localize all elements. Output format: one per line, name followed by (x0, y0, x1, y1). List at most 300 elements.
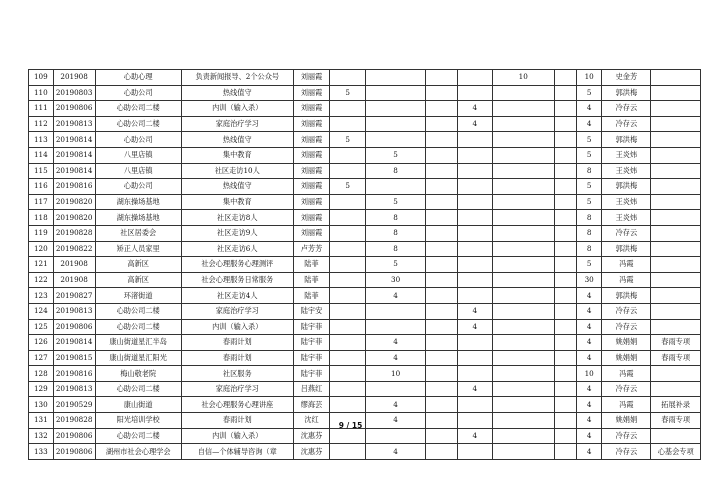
table-cell: 20190827 (53, 288, 95, 304)
table-cell (492, 147, 554, 163)
table-cell: 4 (576, 413, 601, 429)
table-cell: 5 (576, 194, 601, 210)
table-cell: 4 (457, 381, 492, 397)
table-row (29, 210, 701, 226)
table-cell: 20190815 (53, 350, 95, 366)
table-row (29, 288, 701, 304)
table-cell: 心助公司二楼 (95, 381, 181, 397)
table-cell: 康山街道 (95, 397, 181, 413)
table-cell (457, 335, 492, 351)
table-cell (554, 163, 576, 179)
table-cell: 春雨计划 (181, 335, 293, 351)
table-cell: 冯霞 (602, 257, 651, 273)
table-cell (457, 397, 492, 413)
table-cell: 刘丽霞 (293, 132, 330, 148)
table-cell: 姚娟娟 (602, 413, 651, 429)
table-row (29, 397, 701, 413)
table-cell: 4 (366, 413, 426, 429)
table-row (29, 179, 701, 195)
table-cell: 119 (29, 225, 54, 241)
table-cell: 132 (29, 428, 54, 444)
table-cell: 113 (29, 132, 54, 148)
table-cell (366, 85, 426, 101)
table-cell: 陆宇菲 (293, 366, 330, 382)
table-cell: 热线值守 (181, 179, 293, 195)
table-cell (554, 101, 576, 117)
table-cell (651, 381, 701, 397)
table-cell (330, 194, 366, 210)
table-cell (457, 288, 492, 304)
table-cell (330, 116, 366, 132)
table-cell: 社会心理服务日常服务 (181, 272, 293, 288)
table-cell (554, 428, 576, 444)
table-cell: 缪海芸 (293, 397, 330, 413)
table-cell (426, 366, 458, 382)
table-cell: 121 (29, 257, 54, 273)
table-cell: 冷存云 (602, 444, 651, 460)
table-row (29, 428, 701, 444)
table-cell (554, 319, 576, 335)
table-cell: 20190822 (53, 241, 95, 257)
table-cell (426, 428, 458, 444)
table-cell (426, 350, 458, 366)
table-cell: 20190816 (53, 366, 95, 382)
table-cell: 心基会专项 (651, 444, 701, 460)
table-cell: 123 (29, 288, 54, 304)
table-cell: 家庭治疗学习 (181, 303, 293, 319)
table-cell (330, 319, 366, 335)
table-cell: 20190806 (53, 444, 95, 460)
table-cell (492, 116, 554, 132)
table-cell: 130 (29, 397, 54, 413)
table-row (29, 225, 701, 241)
table-cell: 陆宇菲 (293, 350, 330, 366)
table-cell: 20190820 (53, 194, 95, 210)
table-cell: 康山街道星汇半岛 (95, 335, 181, 351)
table-row (29, 70, 701, 86)
table-cell (457, 194, 492, 210)
table-cell (366, 319, 426, 335)
table-cell (366, 303, 426, 319)
table-cell: 冯霞 (602, 272, 651, 288)
table-cell: 4 (576, 428, 601, 444)
table-cell: 陆宇安 (293, 303, 330, 319)
table-cell: 郭洪梅 (602, 241, 651, 257)
table-cell (651, 272, 701, 288)
table-cell (554, 241, 576, 257)
table-cell (457, 225, 492, 241)
table-cell (554, 116, 576, 132)
table-cell: 20190814 (53, 335, 95, 351)
table-cell (554, 366, 576, 382)
table-cell: 122 (29, 272, 54, 288)
table-cell (492, 444, 554, 460)
table-cell: 内训（输入杀） (181, 319, 293, 335)
table-cell: 4 (576, 303, 601, 319)
table-cell: 4 (457, 319, 492, 335)
table-cell (554, 381, 576, 397)
table-cell: 春雨计划 (181, 350, 293, 366)
table-cell: 心助公司二楼 (95, 303, 181, 319)
table-cell (554, 397, 576, 413)
table-cell: 刘丽霞 (293, 101, 330, 117)
table-row (29, 241, 701, 257)
table-cell (426, 225, 458, 241)
table-cell (330, 303, 366, 319)
table-cell: 4 (457, 101, 492, 117)
table-cell (330, 366, 366, 382)
table-cell (651, 319, 701, 335)
table-cell (651, 116, 701, 132)
table-cell (426, 179, 458, 195)
table-cell (554, 179, 576, 195)
table-cell: 冷存云 (602, 428, 651, 444)
table-cell: 4 (457, 116, 492, 132)
table-cell (330, 210, 366, 226)
table-cell: 陆宇菲 (293, 335, 330, 351)
table-cell: 集中教育 (181, 194, 293, 210)
table-cell (492, 101, 554, 117)
table-cell: 热线值守 (181, 132, 293, 148)
table-cell: 环渚街道 (95, 288, 181, 304)
table-cell (554, 194, 576, 210)
table-cell (330, 444, 366, 460)
table-cell: 20190529 (53, 397, 95, 413)
table-cell (492, 241, 554, 257)
table-cell: 刘丽霞 (293, 225, 330, 241)
table-row (29, 272, 701, 288)
table-cell (457, 179, 492, 195)
table-cell (330, 225, 366, 241)
table-cell: 陆菲 (293, 272, 330, 288)
table-cell: 8 (576, 241, 601, 257)
table-cell: 冯霞 (602, 366, 651, 382)
table-cell (426, 272, 458, 288)
table-cell (426, 85, 458, 101)
table-cell: 5 (330, 132, 366, 148)
table-cell: 冷存云 (602, 319, 651, 335)
table-cell: 10 (576, 366, 601, 382)
table-cell: 湖州市社会心理学会 (95, 444, 181, 460)
table-cell: 社会心理服务心理讲座 (181, 397, 293, 413)
table-cell (554, 272, 576, 288)
table-cell (492, 210, 554, 226)
table-cell: 8 (366, 210, 426, 226)
table-cell (330, 397, 366, 413)
table-cell: 负责新闻报导、2个公众号 (181, 70, 293, 86)
table-cell: 128 (29, 366, 54, 382)
table-cell (330, 288, 366, 304)
table-cell: 冷存云 (602, 101, 651, 117)
table-cell: 112 (29, 116, 54, 132)
table-cell (651, 70, 701, 86)
table-cell (426, 381, 458, 397)
table-cell: 八里店镇 (95, 147, 181, 163)
table-cell: 沈惠芬 (293, 428, 330, 444)
table-cell (366, 101, 426, 117)
table-cell: 4 (576, 101, 601, 117)
table-cell: 20190828 (53, 225, 95, 241)
table-cell (366, 70, 426, 86)
table-cell (651, 85, 701, 101)
table-cell: 129 (29, 381, 54, 397)
table-cell (492, 335, 554, 351)
table-cell: 阳光培训学校 (95, 413, 181, 429)
table-cell: 矫正人员家里 (95, 241, 181, 257)
table-cell: 姚娟娟 (602, 350, 651, 366)
table-cell: 20190813 (53, 303, 95, 319)
table-cell: 4 (576, 444, 601, 460)
table-cell: 郭洪梅 (602, 85, 651, 101)
table-cell: 社区走访8人 (181, 210, 293, 226)
table-cell: 4 (576, 116, 601, 132)
table-cell (554, 335, 576, 351)
table-cell: 内训（输入杀） (181, 101, 293, 117)
table-cell (366, 132, 426, 148)
table-cell (651, 132, 701, 148)
table-cell: 郭洪梅 (602, 179, 651, 195)
table-cell (554, 210, 576, 226)
table-cell (457, 350, 492, 366)
table-cell: 127 (29, 350, 54, 366)
table-cell: 4 (366, 288, 426, 304)
table-cell: 4 (366, 444, 426, 460)
table-cell: 5 (366, 257, 426, 273)
table-cell: 20190814 (53, 147, 95, 163)
table-row (29, 116, 701, 132)
table-cell: 拓展补录 (651, 397, 701, 413)
table-cell: 201908 (53, 70, 95, 86)
table-cell: 姚娟娟 (602, 335, 651, 351)
table-cell: 刘丽霞 (293, 116, 330, 132)
table-cell: 梅山敬老院 (95, 366, 181, 382)
table-cell: 郭洪梅 (602, 288, 651, 304)
table-cell: 陆菲 (293, 288, 330, 304)
table-cell (426, 444, 458, 460)
table-cell: 20190814 (53, 163, 95, 179)
table-cell (330, 147, 366, 163)
table-cell: 社区走访10人 (181, 163, 293, 179)
table-cell: 刘丽霞 (293, 147, 330, 163)
table-cell: 114 (29, 147, 54, 163)
table-cell: 湖东操场基地 (95, 194, 181, 210)
table-row (29, 303, 701, 319)
table-row (29, 335, 701, 351)
table-cell: 8 (576, 210, 601, 226)
table-cell: 4 (457, 303, 492, 319)
table-cell (554, 288, 576, 304)
table-cell: 心助公司二楼 (95, 319, 181, 335)
table-cell: 10 (492, 70, 554, 86)
table-cell: 刘丽霞 (293, 70, 330, 86)
table-cell: 5 (330, 85, 366, 101)
table-cell (651, 428, 701, 444)
table-cell: 冷存云 (602, 116, 651, 132)
table-row (29, 132, 701, 148)
table-cell: 刘丽霞 (293, 85, 330, 101)
table-cell: 社会心理服务心理测评 (181, 257, 293, 273)
table-cell: 高新区 (95, 257, 181, 273)
table-cell (426, 397, 458, 413)
table-cell (492, 179, 554, 195)
table-cell: 125 (29, 319, 54, 335)
table-cell (651, 366, 701, 382)
table-cell: 社区走访9人 (181, 225, 293, 241)
table-row (29, 366, 701, 382)
table-cell (330, 381, 366, 397)
table-cell (457, 257, 492, 273)
table-cell (554, 303, 576, 319)
table-cell (426, 194, 458, 210)
table-cell: 20190820 (53, 210, 95, 226)
table-cell (651, 210, 701, 226)
table-cell: 20190813 (53, 381, 95, 397)
table-cell (554, 70, 576, 86)
table-cell: 110 (29, 85, 54, 101)
table-cell (554, 132, 576, 148)
table-cell (366, 428, 426, 444)
table-cell: 卢芳芳 (293, 241, 330, 257)
table-cell (492, 397, 554, 413)
table-cell: 201908 (53, 272, 95, 288)
table-cell: 康山街道星汇阳光 (95, 350, 181, 366)
table-cell: 5 (366, 194, 426, 210)
table-cell: 4 (366, 397, 426, 413)
table-cell: 心助公司 (95, 179, 181, 195)
table-cell: 王炎炜 (602, 210, 651, 226)
table-cell (492, 85, 554, 101)
table-cell (492, 381, 554, 397)
table-cell (651, 241, 701, 257)
table-cell: 4 (576, 381, 601, 397)
table-cell (492, 194, 554, 210)
table-cell: 冷存云 (602, 381, 651, 397)
table-cell: 10 (576, 70, 601, 86)
table-cell (492, 132, 554, 148)
table-cell (426, 101, 458, 117)
table-cell: 内训（输入杀） (181, 428, 293, 444)
table-cell: 春雨专项 (651, 335, 701, 351)
table-cell (651, 194, 701, 210)
table-cell (366, 381, 426, 397)
table-cell: 心助公司 (95, 85, 181, 101)
table-cell (457, 85, 492, 101)
table-cell: 湖东操场基地 (95, 210, 181, 226)
table-cell: 自信—个体辅导咨询（章 (181, 444, 293, 460)
table-cell (330, 257, 366, 273)
table-cell: 心助公司二楼 (95, 428, 181, 444)
table-cell (651, 163, 701, 179)
table-cell (651, 225, 701, 241)
table-cell: 王炎炜 (602, 163, 651, 179)
table-cell (330, 101, 366, 117)
table-cell (651, 288, 701, 304)
table-cell: 5 (576, 85, 601, 101)
table-cell: 社区走访6人 (181, 241, 293, 257)
table-cell: 心助公司二楼 (95, 116, 181, 132)
table-cell (457, 272, 492, 288)
table-row (29, 350, 701, 366)
table-cell: 4 (366, 335, 426, 351)
table-cell (492, 163, 554, 179)
table-cell (457, 210, 492, 226)
table-cell: 8 (366, 163, 426, 179)
table-cell: 家庭治疗学习 (181, 116, 293, 132)
table-cell (330, 70, 366, 86)
table-cell: 八里店镇 (95, 163, 181, 179)
table-cell: 春雨专项 (651, 350, 701, 366)
table-cell (554, 85, 576, 101)
table-cell (330, 272, 366, 288)
table-cell (492, 366, 554, 382)
table-cell: 8 (366, 241, 426, 257)
table-cell: 4 (576, 335, 601, 351)
table-cell: 刘丽霞 (293, 194, 330, 210)
table-cell: 20190816 (53, 179, 95, 195)
table-cell (366, 179, 426, 195)
table-cell: 5 (576, 132, 601, 148)
table-row (29, 147, 701, 163)
table-row (29, 381, 701, 397)
table-cell: 社区服务 (181, 366, 293, 382)
table-cell (492, 303, 554, 319)
table-cell (457, 241, 492, 257)
table-row (29, 163, 701, 179)
table-row (29, 101, 701, 117)
table-cell (457, 444, 492, 460)
table-cell: 4 (576, 350, 601, 366)
table-cell (651, 303, 701, 319)
table-cell (330, 163, 366, 179)
table-cell (426, 303, 458, 319)
table-cell (426, 116, 458, 132)
table-cell: 201908 (53, 257, 95, 273)
table-cell: 史金芳 (602, 70, 651, 86)
table-row (29, 319, 701, 335)
table-cell: 陆菲 (293, 257, 330, 273)
table-cell (426, 335, 458, 351)
table-cell: 126 (29, 335, 54, 351)
table-row (29, 85, 701, 101)
table-cell: 沈红 (293, 413, 330, 429)
table-cell (651, 257, 701, 273)
table-cell (426, 147, 458, 163)
table-cell (651, 147, 701, 163)
table-cell: 冯霞 (602, 397, 651, 413)
table-cell: 王炎炜 (602, 194, 651, 210)
table-cell: 20190803 (53, 85, 95, 101)
table-cell: 20190806 (53, 319, 95, 335)
page-number: 9 / 15 (338, 421, 363, 430)
table-cell: 高新区 (95, 272, 181, 288)
table-cell: 春雨专项 (651, 413, 701, 429)
table-cell (457, 132, 492, 148)
table-cell (651, 101, 701, 117)
table-cell (492, 350, 554, 366)
table-cell: 5 (330, 179, 366, 195)
table-cell (330, 428, 366, 444)
table-cell (492, 272, 554, 288)
table-cell (426, 319, 458, 335)
table-cell: 刘丽霞 (293, 179, 330, 195)
table-cell (492, 225, 554, 241)
table-cell (330, 350, 366, 366)
table-cell: 刘丽霞 (293, 210, 330, 226)
table-cell: 社区居委会 (95, 225, 181, 241)
table-cell (457, 366, 492, 382)
table-row (29, 194, 701, 210)
table-cell: 111 (29, 101, 54, 117)
